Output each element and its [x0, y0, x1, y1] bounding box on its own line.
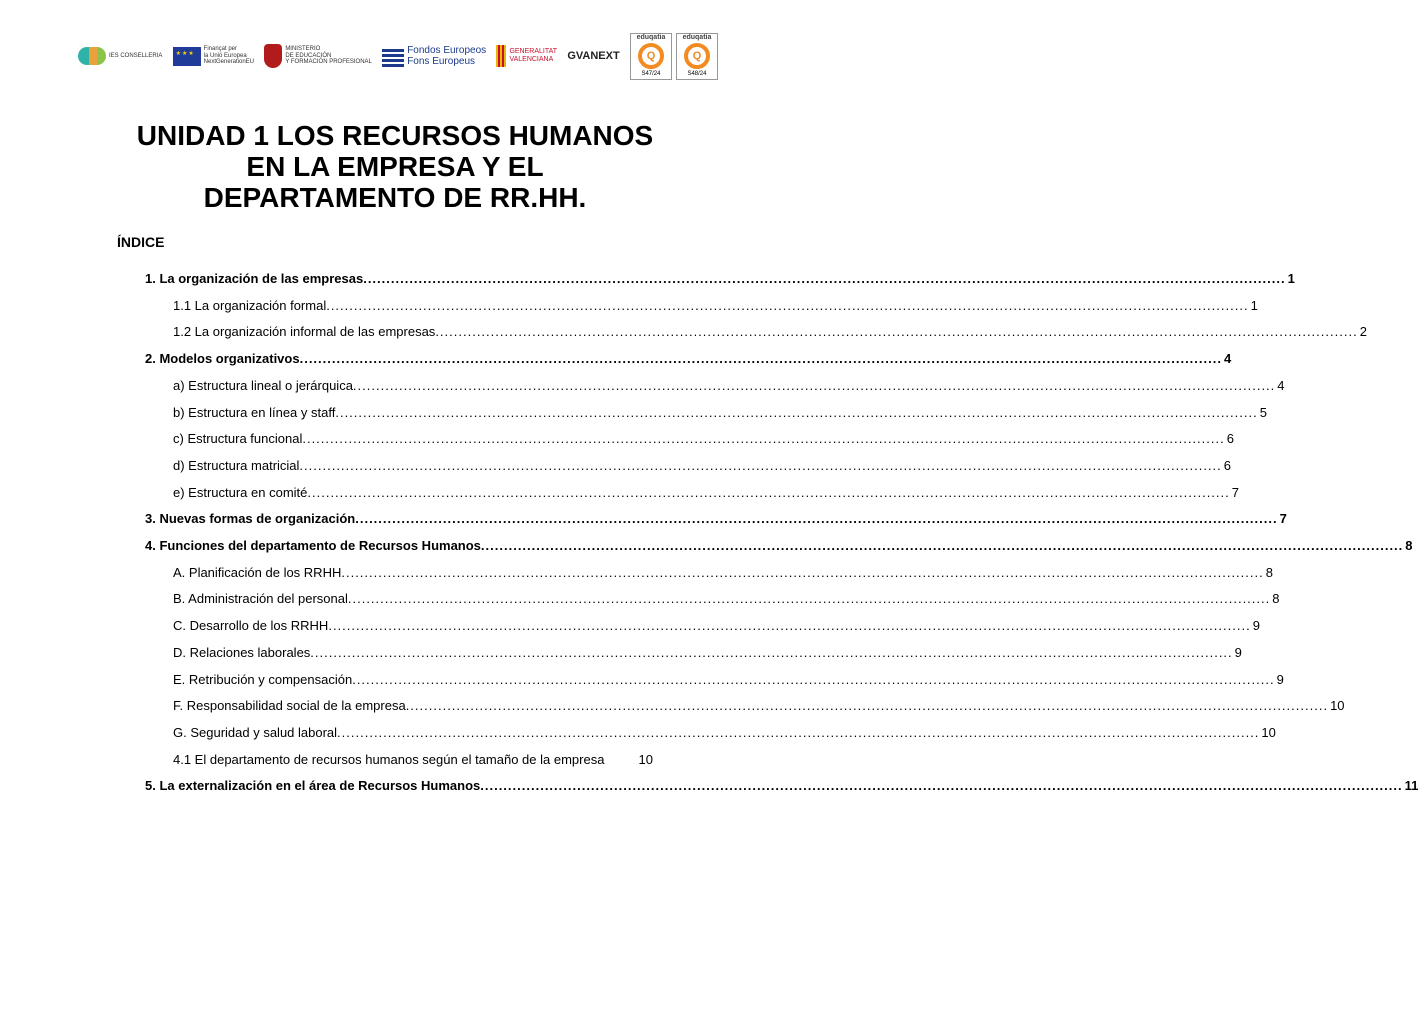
toc-leader-dots: ........................................................................................................................................................................................................	[435, 324, 1358, 340]
toc-entry[interactable]	[173, 404, 1267, 422]
toc-entry-label: 4. Funciones del departamento de Recursos Humanos	[145, 538, 481, 553]
toc-entry[interactable]	[173, 484, 1239, 502]
toc-leader-dots: ........................................................................................................................................................................................................	[307, 484, 1230, 500]
fondos-line1: Fondos Europeos	[407, 44, 487, 56]
eu-logo-line1: Finançat per	[203, 46, 238, 53]
eu-flag-icon	[173, 47, 201, 66]
eduqatia-badge	[630, 33, 672, 80]
eduqatia-name: eduqatia	[682, 33, 712, 41]
toc-entry-label: b) Estructura en línea y staff	[173, 404, 336, 420]
fondos-mark-icon	[382, 45, 404, 67]
toc-leader-dots: ........................................................................................................................................................................................................	[328, 618, 1251, 634]
toc-entry[interactable]	[173, 644, 1242, 662]
toc-leader-dots: ........................................................................................................................................................................................................	[299, 457, 1222, 473]
toc-entry-label: 5. La externalización en el área de Recursos Humanos	[145, 778, 481, 794]
toc-page-number: 1	[1250, 297, 1258, 313]
eduqatia-q-icon: Q	[684, 43, 710, 69]
toc-entry[interactable]	[145, 537, 1413, 555]
toc-entry[interactable]	[173, 724, 1276, 742]
eduqatia-code: S47/24	[641, 70, 661, 77]
toc-leader-dots: ........................................................................................................................................................................................................	[335, 404, 1258, 420]
fondos-europeos-logo	[382, 45, 486, 68]
toc-entry-label: 1. La organización de las empresas	[145, 271, 364, 286]
spain-crest-icon	[264, 44, 282, 68]
toc-leader-dots: ........................................................................................................................................................................................................	[363, 271, 1286, 286]
toc-page-number: 7	[1279, 511, 1287, 527]
title-line: DEPARTAMENTO DE RR.HH.	[203, 182, 587, 213]
toc-page-number: 4	[1277, 377, 1285, 393]
toc-entry-label: B. Administración del personal	[173, 591, 348, 607]
eduqatia-code: S48/24	[687, 70, 707, 77]
toc-entry[interactable]	[173, 617, 1260, 635]
generalitat-logo	[496, 45, 557, 67]
toc-page-number: 10	[1261, 724, 1276, 740]
toc-leader-dots: ........................................................................................................................................................................................................	[355, 511, 1278, 527]
toc-page-number: 8	[1265, 564, 1273, 580]
eu-logo-line2: la Unió Europea	[203, 52, 247, 59]
toc-leader-dots: ........................................................................................................................................................................................................	[352, 377, 1276, 393]
toc-entry[interactable]	[173, 323, 1367, 341]
toc-entry[interactable]	[173, 751, 653, 769]
toc-entry-label: 1.2 La organización informal de las empresas	[173, 324, 436, 340]
toc-entry[interactable]	[173, 671, 1284, 689]
toc-entry-label: 4.1 El departamento de recursos humanos según el tamaño de la empresa	[173, 751, 605, 767]
document-title	[100, 120, 690, 213]
toc-page-number: 11	[1404, 778, 1418, 794]
ies-logo-text: IES CONSELLERIA	[109, 52, 163, 59]
eu-logo-line3: NextGenerationEU	[203, 59, 255, 66]
toc-leader-dots: ........................................................................................................................................................................................................	[347, 591, 1271, 607]
toc-entry-label: e) Estructura en comité	[173, 484, 308, 500]
generalitat-line2: VALENCIANA	[509, 56, 554, 63]
eu-nextgen-logo	[173, 46, 254, 66]
toc-entry[interactable]	[173, 297, 1258, 315]
toc-entry[interactable]	[145, 350, 1232, 368]
toc-leader-dots: ........................................................................................................................................................................................................	[480, 778, 1403, 794]
toc-entry[interactable]	[145, 510, 1287, 528]
toc-entry[interactable]	[173, 697, 1345, 715]
toc-leader-dots: ........................................................................................................................................................................................................	[352, 671, 1275, 687]
toc-entry[interactable]	[173, 377, 1285, 395]
ministerio-logo	[264, 44, 372, 68]
toc-page-number: 10	[1330, 698, 1345, 714]
toc-entry[interactable]	[173, 590, 1280, 608]
toc-leader-dots: ........................................................................................................................................................................................................	[405, 698, 1329, 714]
toc-page-number: 6	[1226, 431, 1234, 447]
title-line: UNIDAD 1 LOS RECURSOS HUMANOS	[136, 120, 654, 151]
gvanext-logo	[567, 50, 619, 62]
eduqatia-name: eduqatia	[636, 33, 666, 41]
toc-page-number: 8	[1272, 591, 1280, 607]
toc-page-number: 9	[1276, 671, 1284, 687]
toc-page-number: 8	[1405, 538, 1413, 553]
toc-leader-dots: ........................................................................................................................................................................................................	[326, 297, 1249, 313]
toc-leader-dots: ........................................................................................................................................................................................................	[337, 724, 1260, 740]
toc-entry[interactable]	[173, 430, 1234, 448]
eduqatia-badge	[676, 33, 718, 80]
ies-mark-icon	[78, 47, 106, 65]
toc-page-number: 2	[1359, 324, 1367, 340]
toc-entry-label: F. Responsabilidad social de la empresa	[173, 698, 406, 714]
ministerio-line1: MINISTERIO	[285, 46, 321, 53]
header-logos	[78, 30, 718, 82]
toc-entry[interactable]	[173, 457, 1232, 475]
toc-page-number: 6	[1223, 457, 1232, 473]
toc-entry-label: D. Relaciones laborales	[173, 644, 311, 660]
ministerio-line2: DE EDUCACIÓN	[285, 52, 332, 59]
toc-page-number: 9	[1234, 644, 1242, 660]
fondos-line2: Fons Europeus	[407, 56, 476, 67]
toc-page-number: 7	[1231, 484, 1239, 500]
index-heading: ÍNDICE	[117, 234, 165, 250]
toc-page-number: 1	[1287, 271, 1295, 286]
generalitat-line1: GENERALITAT	[509, 48, 558, 56]
toc-entry[interactable]	[145, 270, 1295, 288]
toc-entry-label: d) Estructura matricial	[173, 457, 300, 473]
toc-entry-label: c) Estructura funcional	[173, 431, 303, 447]
toc-page-number: 4	[1223, 351, 1232, 367]
toc-entry[interactable]	[173, 564, 1273, 582]
toc-entry-label: G. Seguridad y salud laboral	[173, 724, 338, 740]
toc-entry-label: a) Estructura lineal o jerárquica	[173, 377, 353, 393]
toc-page-number: 5	[1259, 404, 1267, 420]
toc-leader-dots: ........................................................................................................................................................................................................	[302, 431, 1225, 447]
toc-entry-label: E. Retribución y compensación	[173, 671, 353, 687]
toc-leader-dots: ........................................................................................................................................................................................................	[341, 564, 1264, 580]
gvanext-text: GVANEXT	[567, 49, 620, 62]
toc-entry[interactable]	[145, 777, 1418, 795]
toc-entry-label: 3. Nuevas formas de organización	[145, 511, 356, 527]
ministerio-line3: Y FORMACIÓN PROFESIONAL	[285, 59, 372, 66]
toc-page-number: 10	[638, 751, 653, 767]
toc-entry-label: 1.1 La organización formal	[173, 297, 327, 313]
toc-leader-dots: ........................................................................................................................................................................................................	[299, 351, 1222, 367]
eduqatia-badges	[630, 33, 718, 80]
toc-entry-label: A. Planificación de los RRHH	[173, 564, 342, 580]
generalitat-mark-icon	[496, 45, 506, 67]
toc-entry-label: C. Desarrollo de los RRHH	[173, 618, 329, 634]
toc-page-number: 9	[1252, 618, 1260, 634]
toc-leader-dots: ........................................................................................................................................................................................................	[310, 644, 1233, 660]
ies-conselleria-logo	[78, 47, 162, 65]
eduqatia-q-icon: Q	[638, 43, 664, 69]
toc-leader-dots: ........................................................................................................................................................................................................	[480, 538, 1404, 553]
toc-entry-label: 2. Modelos organizativos	[145, 351, 300, 367]
title-line: EN LA EMPRESA Y EL	[246, 151, 544, 182]
